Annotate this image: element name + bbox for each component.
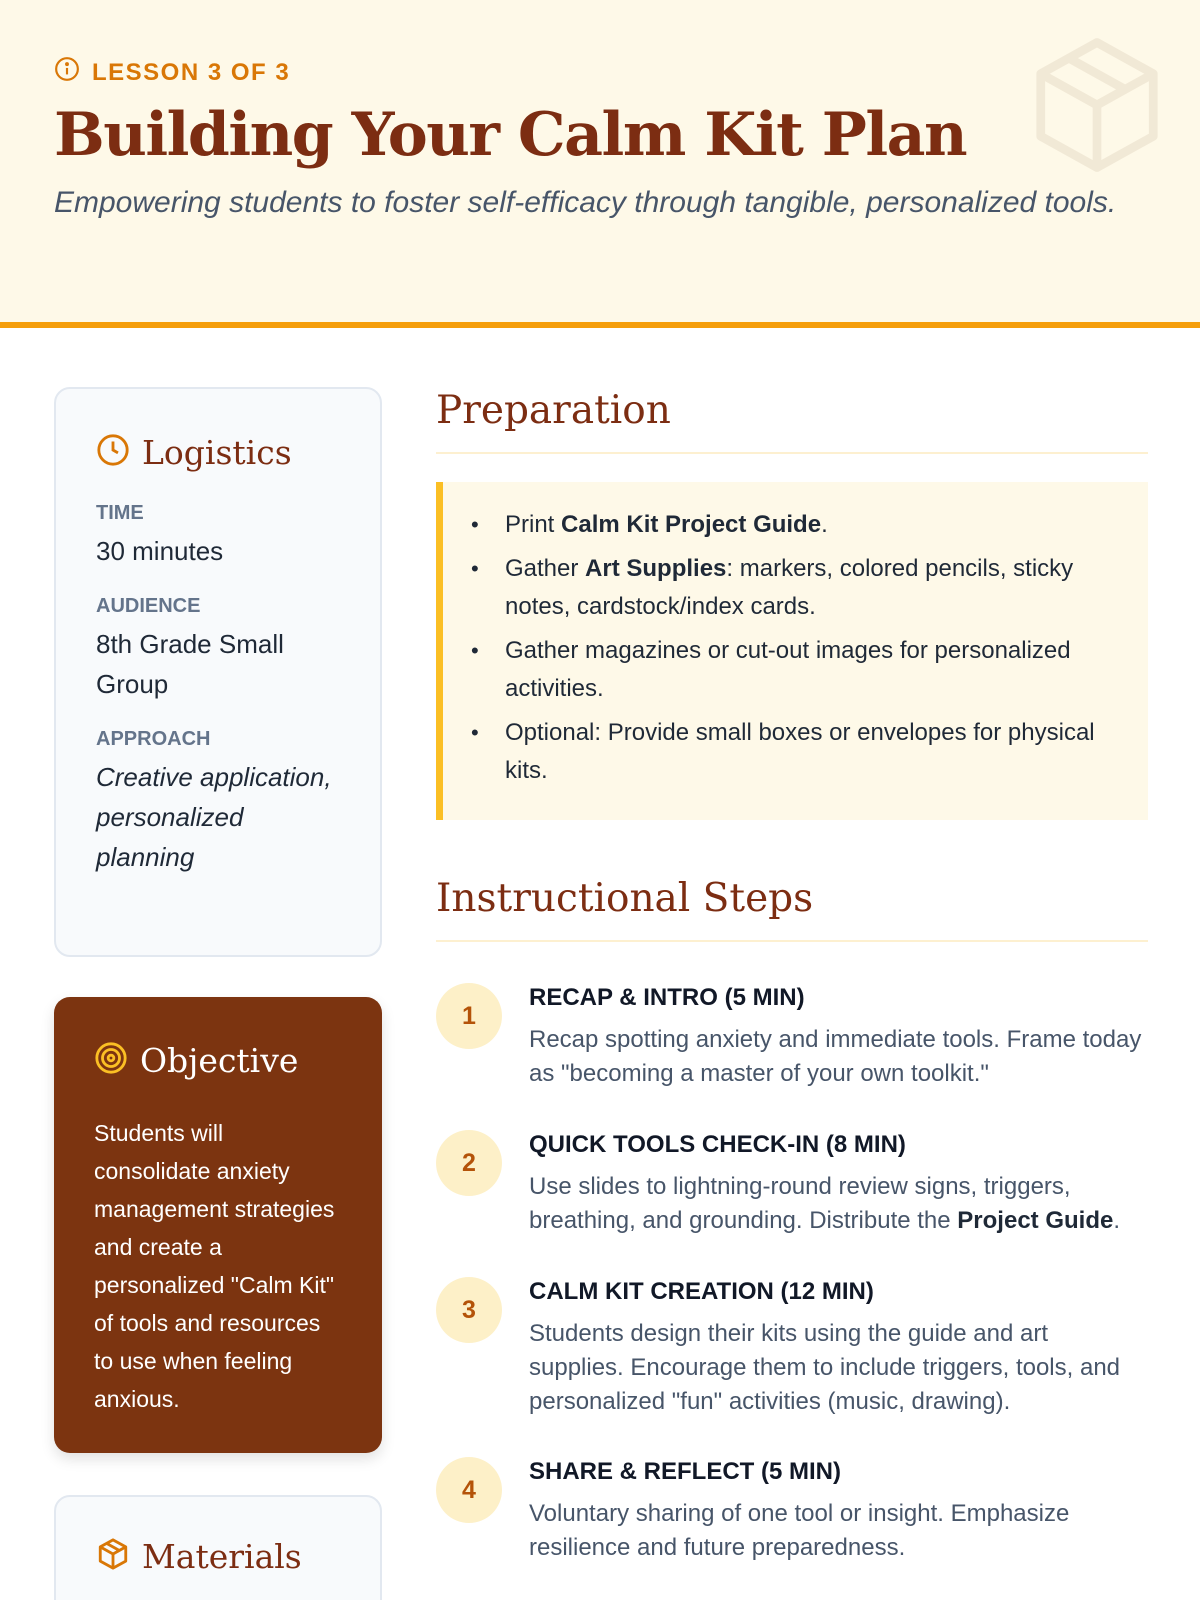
package-icon	[96, 1537, 130, 1576]
prep-item: • Print Calm Kit Project Guide.	[471, 506, 1118, 544]
lesson-header	[0, 0, 1200, 328]
objective-title: Objective	[140, 1041, 299, 1080]
lesson-tag-label: LESSON 3 OF 3	[92, 58, 291, 86]
package-icon	[1022, 30, 1172, 180]
step-text: Recap spotting anxiety and immediate tools. Frame today as "becoming a master of your own toolkit."	[529, 1026, 1142, 1087]
step-number: 1	[436, 983, 502, 1049]
lesson-tag	[54, 56, 290, 89]
step-text: Voluntary sharing of one tool or insight. Emphasize resilience and future preparedness.	[529, 1500, 1070, 1561]
step-number: 2	[436, 1130, 502, 1196]
steps-divider	[436, 940, 1148, 942]
clock-icon	[96, 433, 130, 472]
objective-text: Students will consolidate anxiety management strategies and create a personalized "Calm Kit" of tools and resources to use when feeling anxious.	[94, 1120, 335, 1412]
approach-value: Creative application, personalized planning	[96, 762, 332, 872]
prep-item: • Gather magazines or cut-out images for personalized activities.	[471, 632, 1118, 708]
prep-item: • Gather Art Supplies: markers, colored pencils, sticky notes, cardstock/index cards.	[471, 550, 1118, 626]
materials-title: Materials	[142, 1537, 302, 1576]
preparation-box	[436, 482, 1148, 820]
approach-label: APPROACH	[96, 728, 211, 750]
materials-card	[54, 1495, 382, 1600]
logistics-card	[54, 387, 382, 957]
preparation-divider	[436, 452, 1148, 454]
target-icon	[94, 1041, 128, 1080]
info-icon	[54, 56, 80, 89]
steps-title: Instructional Steps	[436, 876, 814, 921]
audience-value: 8th Grade Small Group	[96, 629, 284, 699]
prep-item: • Optional: Provide small boxes or envelopes for physical kits.	[471, 714, 1118, 790]
step-title: RECAP & INTRO (5 MIN)	[529, 984, 805, 1011]
time-label: TIME	[96, 502, 144, 524]
audience-label: AUDIENCE	[96, 595, 201, 617]
page-subtitle: Empowering students to foster self-efficacy through tangible, personalized tools.	[54, 186, 1117, 219]
page-title: Building Your Calm Kit Plan	[54, 100, 967, 170]
step-text: Students design their kits using the guide and art supplies. Encourage them to include triggers, tools, and personalized "fun" activities (music, drawing).	[529, 1320, 1121, 1415]
step-title: QUICK TOOLS CHECK-IN (8 MIN)	[529, 1131, 906, 1158]
step-title: CALM KIT CREATION (12 MIN)	[529, 1278, 874, 1305]
logistics-title: Logistics	[142, 433, 292, 472]
step-text: Use slides to lightning-round review signs, triggers, breathing, and grounding. Distribute the Project Guide.	[529, 1173, 1121, 1234]
time-value: 30 minutes	[96, 536, 224, 566]
preparation-title: Preparation	[436, 388, 671, 433]
objective-card	[54, 997, 382, 1453]
step-title: SHARE & REFLECT (5 MIN)	[529, 1458, 841, 1485]
step-number: 4	[436, 1457, 502, 1523]
step-number: 3	[436, 1277, 502, 1343]
